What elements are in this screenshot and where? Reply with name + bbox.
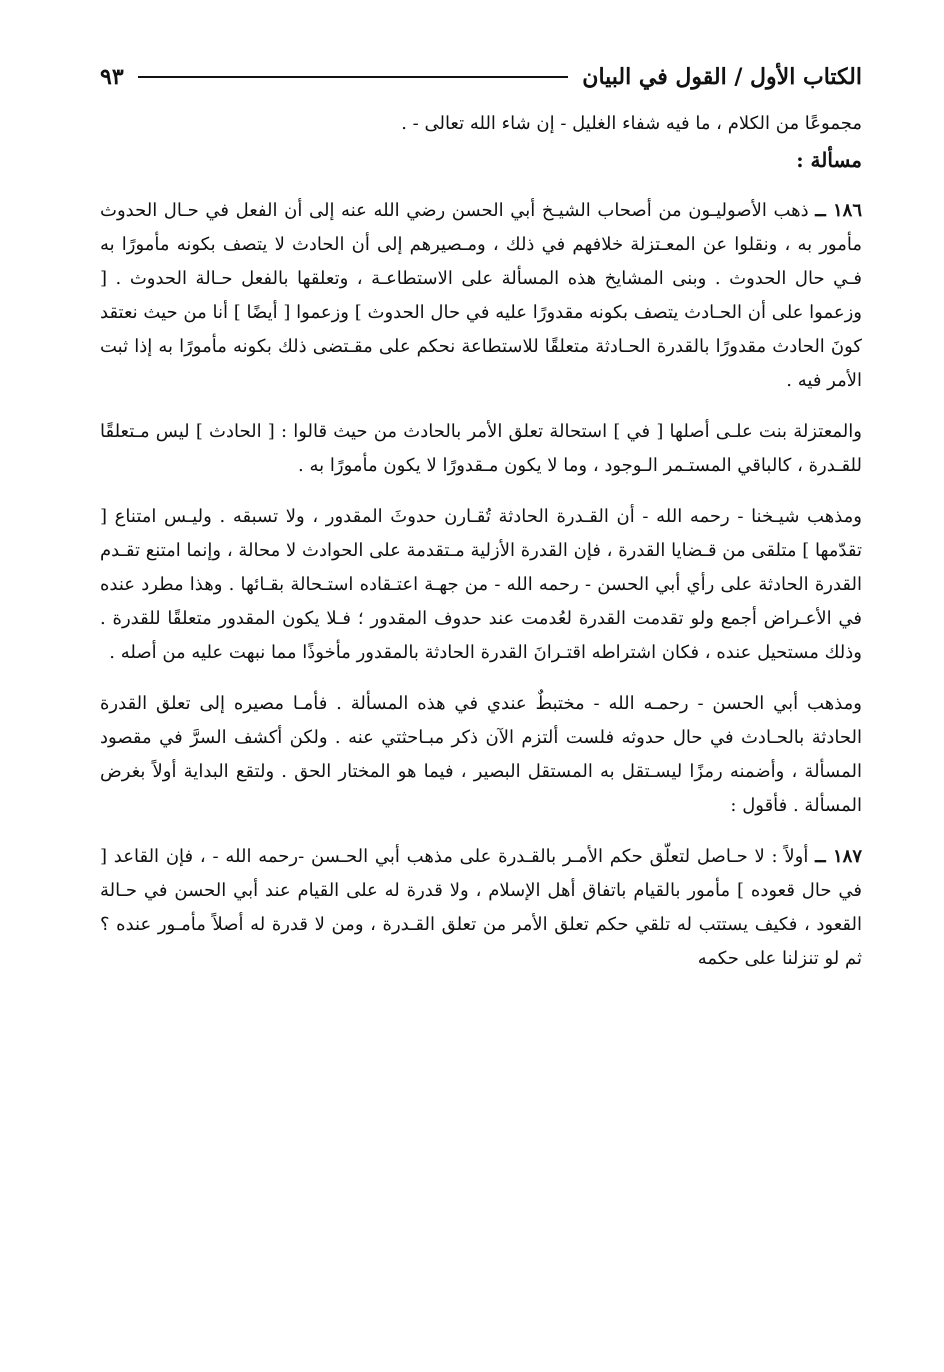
page-body xyxy=(100,107,862,976)
running-header-title: الكتاب الأول / القول في البيان xyxy=(582,64,862,90)
paragraph-shaykh xyxy=(100,500,862,670)
page-number: ٩٣ xyxy=(100,64,124,90)
intro-line: مجموعًا من الكلام ، ما فيه شفاء الغليل - إن شاء الله تعالى - . xyxy=(401,113,862,134)
paragraph-mutazila xyxy=(100,415,862,483)
paragraph-abu-al-hasan xyxy=(100,687,862,823)
section-heading: مسألة : xyxy=(796,148,862,172)
paragraph-text: والمعتزلة بنت علـى أصلها [ في ] استحالة تعلق الأمر بالحادث من حيث قالوا : [ الحادث ] ليس مـتعلقًا للقـدرة ، كالباقي المستـمر الـوجود ، وما لا يكون مـقدورًا لا يكون مأمورًا به . xyxy=(100,421,862,476)
paragraph-text: أولاً : لا حـاصل لتعلّق حكم الأمـر بالقـدرة على مذهب أبي الحـسن -رحمه الله - ، فإن القاعد [ في حال قعوده ] مأمور بالقيام باتفاق أهل الإسلام ، ولا قدرة له على القيام عند أبي الحسن في حـالة القعود ، فكيف يستتب له تلقي حكم تعلق الأمر من تعلق القـدرة ، ومن لا قدرة له أصلاً مأمـور عنده ؟ ثم لو تنزلنا على حكمه xyxy=(100,846,862,969)
book-page xyxy=(100,55,862,976)
paragraph-186 xyxy=(100,194,862,398)
paragraph-text: ومذهب شيـخنا - رحمه الله - أن القـدرة الحادثة تُقـارن حدوثَ المقدور ، ولا تسبقه . وليـس امتناع [ تقدّمها ] متلقى من قـضايا القدرة ، فإن القدرة الأزلية مـتقدمة على الحوادث لا محالة ، وإنما امتنع تقـدم القدرة الحادثة على رأي أبي الحسن - رحمه الله - من جهـة اعتـقاده استـحالة بقـائها . وهذا مطرد عنده في الأعـراض أجمع ولو تقدمت القدرة لعُدمت عند حدوف المقدور ؛ فـلا يكون المقدور متعلقًا للقدرة . وذلك مستحيل عنده ، فكان اشتراطه اقتـرانَ القدرة الحادثة بالمقدور مأخوذًا مما نبهت عليه من أصله . xyxy=(100,506,862,663)
running-header xyxy=(100,55,862,99)
paragraph-number: ١٨٧ ــ xyxy=(815,846,862,867)
paragraph-187 xyxy=(100,840,862,976)
paragraph-text: ومذهب أبي الحسن - رحمـه الله - مختبطٌ عندي في هذه المسألة . فأمـا مصيره إلى تعلق القدرة الحادثة بالحـادث في حال حدوثه فلست ألتزم الآن ذكر مبـاحثتي عنه . ولكن أكشف السرَّ في مقصود المسألة ، وأضمنه رمزًا ليسـتقل به المستقل البصير ، فيما هو المختار الحق . ولتقع البداية أولاً بغرض المسألة . فأقول : xyxy=(100,693,862,816)
header-rule xyxy=(138,76,569,78)
paragraph-number: ١٨٦ ــ xyxy=(815,200,862,221)
paragraph-text: ذهب الأصوليـون من أصحاب الشيـخ أبي الحسن رضي الله عنه إلى أن الفعل في حـال الحدوث مأمور به ، ونقلوا عن المعـتزلة خلافهم في ذلك ، ومـصيرهم إلى أن الحادث لا يتصف بكونه مأمورًا به فـي حال الحدوث . وبنى المشايخ هذه المسألة على الاستطاعـة ، وتعلقها بالفعل حـالة الحدوث . [ وزعموا على أن الحـادث يتصف بكونه مقدورًا عليه في حال الحدوث ] وزعموا [ أيضًا ] أنا من حيث نعتقد كونَ الحادث مقدورًا بالقدرة الحـادثة متعلقًا للاستطاعة نحكم على مقـتضى ذلك بكونه مأمورًا به إذا ثبت الأمر فيه . xyxy=(100,200,862,391)
